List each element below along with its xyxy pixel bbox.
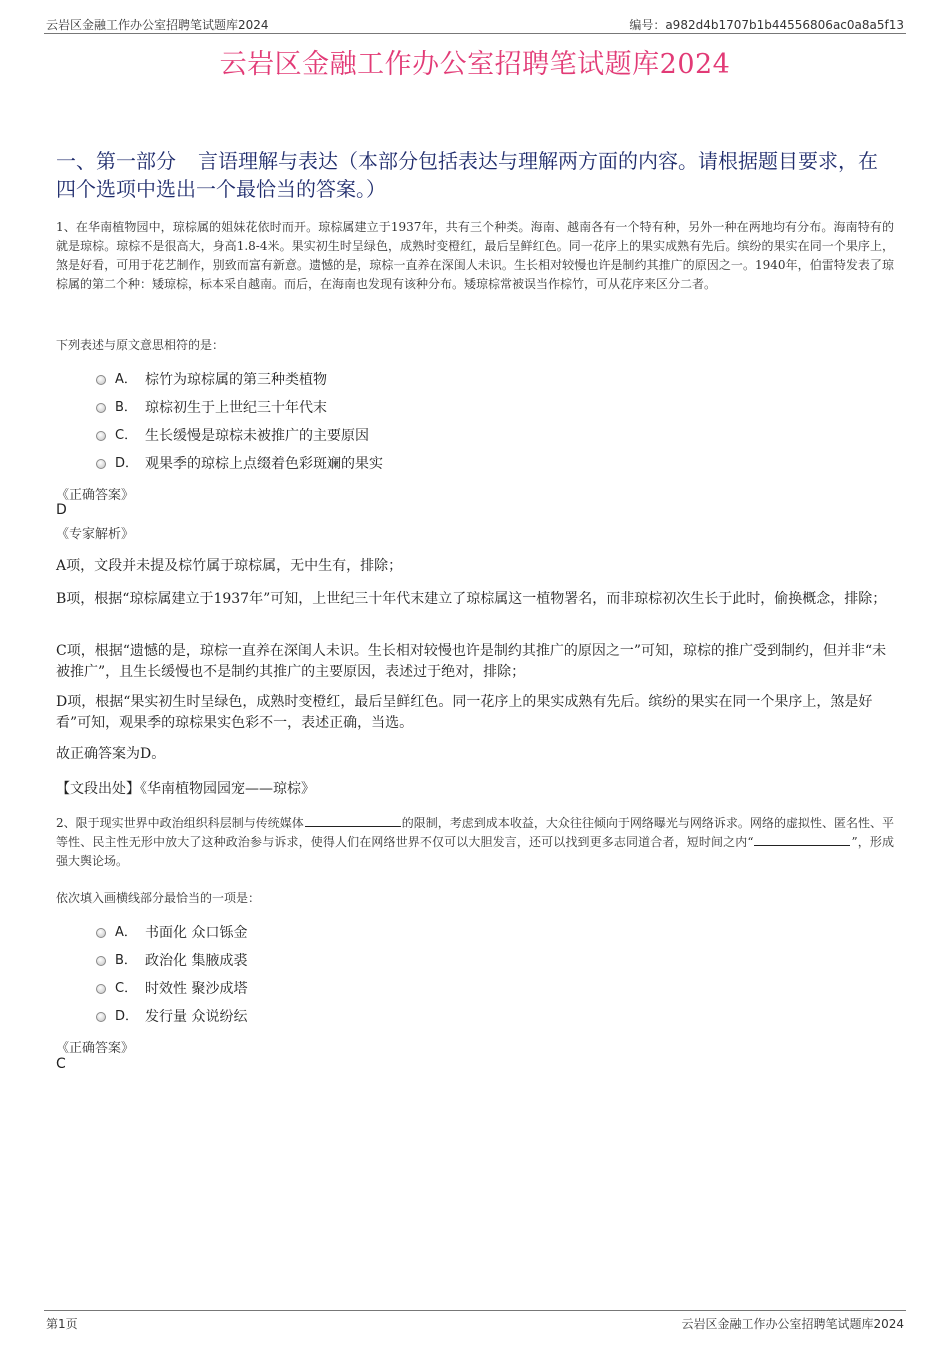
question-1-option-b[interactable] [96, 394, 856, 422]
option-text: 时效性 聚沙成塔 [145, 981, 248, 997]
document-title: 云岩区金融工作办公室招聘笔试题库2024 [219, 49, 731, 80]
radio-icon[interactable] [96, 1012, 106, 1022]
option-letter: C． [115, 428, 138, 443]
question-2-options [96, 919, 856, 1031]
radio-icon[interactable] [96, 403, 106, 413]
header-doc-name: 云岩区金融工作办公室招聘笔试题库2024 [46, 18, 269, 32]
question-2-answer: C [56, 1056, 66, 1072]
page-header [44, 14, 906, 34]
option-text: 棕竹为琼棕属的第三种类植物 [145, 372, 327, 388]
radio-icon[interactable] [96, 984, 106, 994]
question-1-passage: 1、在华南植物园中，琼棕属的姐妹花依时而开。琼棕属建立于1937年，共有三个种类。海南、越南各有一个特有种，另外一种在两地均有分布。海南特有的就是琼棕。琼棕不是很高大，身高1.8-4米。果实初生时呈绿色，成熟时变橙红，最后呈鲜红色。同一花序上的果实成熟有先后。缤纷的果实在同一个果序上，煞是好看，可用于花艺制作，别致而富有新意。遗憾的是，琼棕一直养在深闺人未识。生长相对较慢也许是制约其推广的原因之一。1940年，伯雷特发表了琼棕属的第二个种：矮琼棕，标本采自越南。而后，在海南也发现有该种分布。矮琼棕常被误当作棕竹，可从花序来区分二者。 [56, 220, 894, 291]
option-text: 生长缓慢是琼棕未被推广的主要原因 [145, 428, 369, 444]
question-2-option-c[interactable] [96, 975, 856, 1003]
radio-icon[interactable] [96, 375, 106, 385]
footer-doc-name: 云岩区金融工作办公室招聘笔试题库2024 [681, 1317, 904, 1331]
option-text: 书面化 众口铄金 [145, 925, 248, 941]
question-1-option-a[interactable] [96, 366, 856, 394]
question-2-prompt: 依次填入画横线部分最恰当的一项是： [56, 891, 261, 905]
question-2-text-part3: ”，形成强大舆论场。 [56, 835, 895, 868]
question-1-prompt: 下列表述与原文意思相符的是： [56, 338, 225, 352]
question-1-answer-label: 《正确答案》 [56, 488, 135, 503]
page-number: 第1页 [46, 1317, 78, 1331]
option-letter: B． [115, 400, 137, 415]
option-letter: D． [115, 1009, 139, 1024]
blank-line-2 [754, 833, 850, 846]
option-letter: C． [115, 981, 138, 996]
analysis-conclusion: 故正确答案为D。 [56, 746, 166, 762]
blank-line-1 [305, 814, 401, 827]
question-2-answer-label: 《正确答案》 [56, 1041, 135, 1056]
option-text: 发行量 众说纷纭 [145, 1009, 248, 1025]
section-part-label: 一、第一部分 [56, 149, 176, 173]
section-heading [56, 147, 896, 203]
question-2-option-a[interactable] [96, 919, 856, 947]
page-footer [44, 1310, 906, 1333]
analysis-option-c: C项，根据“遗憾的是，琼棕一直养在深闺人未识。生长相对较慢也许是制约其推广的原因之一”可知，琼棕的推广受到制约，但并非“未被推广”，且生长缓慢也不是制约其推广的主要原因，表述过于绝对，排除； [56, 643, 887, 680]
question-2-option-d[interactable] [96, 1003, 856, 1031]
option-letter: B． [115, 953, 137, 968]
radio-icon[interactable] [96, 459, 106, 469]
header-doc-id: 编号：a982d4b1707b1b44556806ac0a8a5f13 [629, 18, 904, 32]
question-1-option-d[interactable] [96, 450, 856, 478]
question-1-option-c[interactable] [96, 422, 856, 450]
option-letter: A． [115, 925, 137, 940]
option-letter: A． [115, 372, 137, 387]
question-1-analysis-label: 《专家解析》 [56, 527, 135, 542]
radio-icon[interactable] [96, 431, 106, 441]
analysis-option-d: D项，根据“果实初生时呈绿色，成熟时变橙红，最后呈鲜红色。同一花序上的果实成熟有先后。缤纷的果实在同一个果序上，煞是好看”可知，观果季的琼棕果实色彩不一，表述正确，当选。 [56, 694, 873, 731]
option-text: 琼棕初生于上世纪三十年代末 [145, 400, 327, 416]
option-letter: D． [115, 456, 139, 471]
option-text: 观果季的琼棕上点缀着色彩斑斓的果实 [145, 456, 383, 472]
option-text: 政治化 集腋成裘 [145, 953, 248, 969]
question-1-options [96, 366, 856, 478]
question-2-text-part2: 的限制，考虑到成本收益，大众往往倾向于网络曝光与网络诉求。网络的虚拟性、匿名性、平等性、民主性无形中放大了这种政治参与诉求，使得人们在网络世界不仅可以大胆发言，还可以找到更多志同道合者，短时间之内“ [56, 816, 894, 849]
question-1-answer: D [56, 502, 67, 518]
question-2-text-part1: 2、限于现实世界中政治组织科层制与传统媒体 [56, 816, 304, 830]
question-2-option-b[interactable] [96, 947, 856, 975]
passage-source: 【文段出处】《华南植物园园宠——琼棕》 [56, 781, 315, 797]
question-2-passage [56, 814, 894, 871]
section-instructions: 言语理解与表达（本部分包括表达与理解两方面的内容。请根据题目要求，在四个选项中选出一个最恰当的答案。） [56, 149, 878, 201]
analysis-option-a: A项，文段并未提及棕竹属于琼棕属，无中生有，排除； [56, 558, 403, 574]
radio-icon[interactable] [96, 928, 106, 938]
analysis-option-b: B项，根据“琼棕属建立于1937年”可知，上世纪三十年代末建立了琼棕属这一植物署名，而非琼棕初次生长于此时，偷换概念，排除； [56, 591, 887, 607]
radio-icon[interactable] [96, 956, 106, 966]
